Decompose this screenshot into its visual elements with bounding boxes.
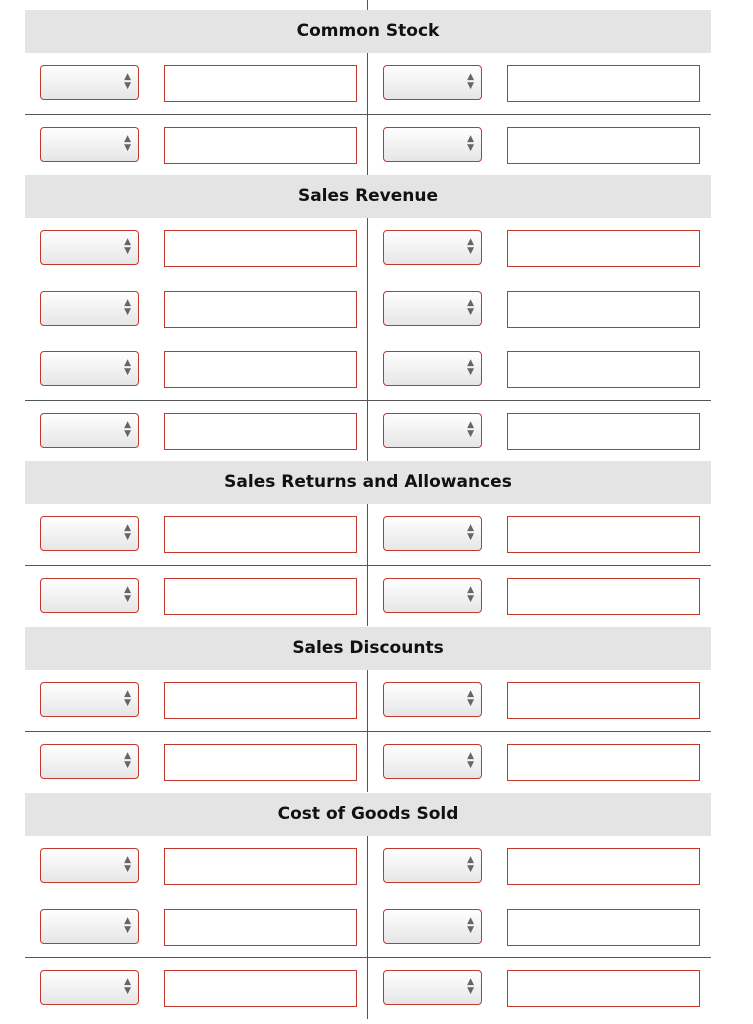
credit-amount-input[interactable] (507, 970, 700, 1007)
t-account (25, 627, 711, 792)
select-arrows-icon: ▲ ▼ (467, 358, 474, 377)
debit-account-select[interactable] (40, 970, 139, 1005)
balance-row (25, 957, 711, 1019)
select-arrows-icon: ▲ ▼ (467, 297, 474, 317)
select-arrows-icon: ▲ ▼ (467, 855, 474, 874)
select-arrows-icon: ▲ ▼ (124, 133, 131, 153)
t-account-title: Common Stock (25, 10, 711, 53)
balance-row (25, 400, 711, 462)
debit-account-select[interactable] (40, 127, 139, 162)
select-arrows-icon: ▲ ▼ (124, 358, 131, 377)
credit-amount-input[interactable] (507, 744, 700, 781)
debit-account-select[interactable] (40, 230, 139, 265)
balance-row (25, 114, 711, 176)
select-arrows-icon: ▲ ▼ (467, 584, 474, 604)
t-account-body (25, 670, 711, 792)
credit-amount-input[interactable] (507, 909, 700, 946)
debit-account-select[interactable] (40, 578, 139, 613)
select-arrows-icon: ▲ ▼ (124, 523, 131, 542)
select-arrows-icon: ▲ ▼ (467, 977, 474, 996)
select-arrows-icon: ▲ ▼ (467, 419, 474, 439)
debit-amount-input[interactable] (164, 291, 357, 328)
entry-row (25, 218, 711, 279)
credit-account-select[interactable] (383, 291, 482, 326)
select-arrows-icon: ▲ ▼ (124, 297, 131, 317)
select-arrows-icon: ▲ ▼ (124, 977, 131, 996)
debit-amount-input[interactable] (164, 909, 357, 946)
select-arrows-icon: ▲ ▼ (124, 689, 131, 708)
debit-account-select[interactable] (40, 744, 139, 779)
credit-account-select[interactable] (383, 682, 482, 717)
credit-amount-input[interactable] (507, 413, 700, 450)
select-arrows-icon: ▲ ▼ (467, 72, 474, 91)
credit-account-select[interactable] (383, 65, 482, 100)
debit-amount-input[interactable] (164, 970, 357, 1007)
t-account (25, 10, 711, 175)
t-account-title: Cost of Goods Sold (25, 793, 711, 836)
t-account (25, 175, 711, 461)
debit-amount-input[interactable] (164, 516, 357, 553)
top-divider-stub (367, 0, 368, 10)
credit-amount-input[interactable] (507, 848, 700, 885)
t-account-title: Sales Discounts (25, 627, 711, 670)
t-account (25, 793, 711, 1019)
select-arrows-icon: ▲ ▼ (124, 419, 131, 439)
balance-row (25, 731, 711, 793)
debit-account-select[interactable] (40, 516, 139, 551)
debit-account-select[interactable] (40, 65, 139, 100)
balance-row (25, 565, 711, 627)
credit-account-select[interactable] (383, 230, 482, 265)
select-arrows-icon: ▲ ▼ (124, 915, 131, 935)
select-arrows-icon: ▲ ▼ (124, 750, 131, 770)
debit-amount-input[interactable] (164, 413, 357, 450)
debit-account-select[interactable] (40, 291, 139, 326)
credit-amount-input[interactable] (507, 65, 700, 102)
select-arrows-icon: ▲ ▼ (467, 689, 474, 708)
debit-account-select[interactable] (40, 848, 139, 883)
credit-amount-input[interactable] (507, 291, 700, 328)
select-arrows-icon: ▲ ▼ (467, 750, 474, 770)
entry-row (25, 504, 711, 565)
debit-account-select[interactable] (40, 413, 139, 448)
credit-amount-input[interactable] (507, 127, 700, 164)
t-account-title: Sales Returns and Allowances (25, 461, 711, 504)
debit-amount-input[interactable] (164, 578, 357, 615)
select-arrows-icon: ▲ ▼ (467, 915, 474, 935)
debit-account-select[interactable] (40, 682, 139, 717)
credit-account-select[interactable] (383, 970, 482, 1005)
entry-row (25, 279, 711, 340)
debit-amount-input[interactable] (164, 127, 357, 164)
credit-account-select[interactable] (383, 516, 482, 551)
credit-amount-input[interactable] (507, 578, 700, 615)
entry-row (25, 339, 711, 400)
entry-row (25, 670, 711, 731)
debit-amount-input[interactable] (164, 230, 357, 267)
t-account-body (25, 504, 711, 626)
t-account-title: Sales Revenue (25, 175, 711, 218)
credit-account-select[interactable] (383, 351, 482, 386)
entry-row (25, 836, 711, 897)
credit-account-select[interactable] (383, 909, 482, 944)
select-arrows-icon: ▲ ▼ (467, 237, 474, 256)
credit-account-select[interactable] (383, 744, 482, 779)
select-arrows-icon: ▲ ▼ (467, 133, 474, 153)
credit-amount-input[interactable] (507, 230, 700, 267)
entry-row (25, 53, 711, 114)
t-account (25, 461, 711, 626)
credit-account-select[interactable] (383, 578, 482, 613)
entry-row (25, 897, 711, 958)
credit-account-select[interactable] (383, 848, 482, 883)
debit-account-select[interactable] (40, 351, 139, 386)
select-arrows-icon: ▲ ▼ (124, 72, 131, 91)
debit-amount-input[interactable] (164, 848, 357, 885)
debit-amount-input[interactable] (164, 351, 357, 388)
credit-amount-input[interactable] (507, 516, 700, 553)
select-arrows-icon: ▲ ▼ (124, 855, 131, 874)
t-account-body (25, 218, 711, 461)
select-arrows-icon: ▲ ▼ (467, 523, 474, 542)
credit-amount-input[interactable] (507, 682, 700, 719)
debit-amount-input[interactable] (164, 65, 357, 102)
debit-amount-input[interactable] (164, 682, 357, 719)
t-account-body (25, 53, 711, 175)
credit-amount-input[interactable] (507, 351, 700, 388)
select-arrows-icon: ▲ ▼ (124, 237, 131, 256)
credit-account-select[interactable] (383, 413, 482, 448)
select-arrows-icon: ▲ ▼ (124, 584, 131, 604)
debit-amount-input[interactable] (164, 744, 357, 781)
credit-account-select[interactable] (383, 127, 482, 162)
t-account-body (25, 836, 711, 1019)
debit-account-select[interactable] (40, 909, 139, 944)
